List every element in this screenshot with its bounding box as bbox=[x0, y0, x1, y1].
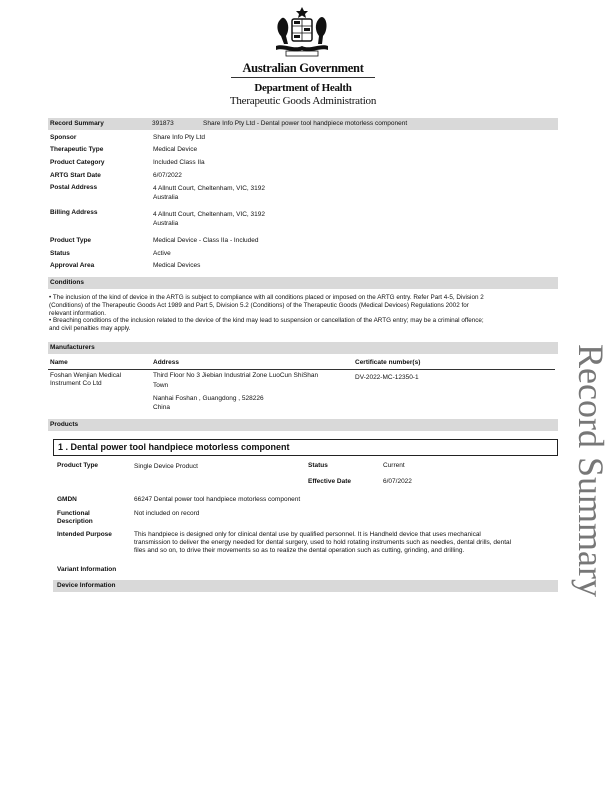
billing-address-line2: Australia bbox=[153, 220, 179, 227]
certificate-header: Certificate number(s) bbox=[355, 359, 421, 366]
sponsor-label: Sponsor bbox=[50, 134, 77, 141]
gmdn-value: 66247 Dental power tool handpiece motorless component bbox=[134, 496, 301, 503]
government-name: Australian Government bbox=[242, 61, 364, 75]
postal-address-line2: Australia bbox=[153, 194, 179, 201]
record-summary-label: Record Summary bbox=[50, 120, 104, 127]
condition-line: • The inclusion of the kind of device in the ARTG is subject to compliance with all conditions placed or imposed on the ARTG entry. Refer Part 4-5, Division 2 bbox=[49, 294, 484, 301]
certificate-number: DV-2022-MC-12350-1 bbox=[355, 374, 419, 381]
postal-address-label: Postal Address bbox=[50, 184, 98, 191]
conditions-text bbox=[49, 294, 559, 333]
artg-start-label: ARTG Start Date bbox=[50, 172, 101, 179]
functional-label-line1: Functional bbox=[57, 510, 90, 517]
product-type-value: Medical Device - Class IIa - Included bbox=[153, 237, 259, 244]
product-category-label: Product Category bbox=[50, 159, 105, 166]
intended-purpose-line1: This handpiece is designed only for clinical dental use by qualified personnel. It is Handheld device that uses mechanical bbox=[134, 531, 481, 538]
manufacturer-address-header: Address bbox=[153, 359, 180, 366]
gmdn-label: GMDN bbox=[57, 496, 77, 503]
condition-line: (Conditions) of the Therapeutic Goods Act 1989 and Part 5, Division 5.2 (Conditions) of the Therapeutic Goods (Medical Devices) Regulations 2002 for bbox=[49, 301, 469, 309]
artg-start-value: 6/07/2022 bbox=[153, 172, 182, 179]
record-summary-watermark: Record Summary bbox=[571, 344, 611, 597]
condition-line: and civil penalties may apply. bbox=[49, 325, 131, 333]
status-label: Status bbox=[50, 250, 70, 257]
product-type-label: Product Type bbox=[50, 237, 92, 244]
manufacturer-address-line4: China bbox=[153, 404, 170, 411]
condition-line: relevant information. bbox=[49, 309, 107, 317]
product-type-label: Product Type bbox=[57, 462, 99, 469]
header-divider bbox=[231, 77, 375, 78]
record-id: 391873 bbox=[152, 120, 174, 127]
functional-value: Not included on record bbox=[134, 510, 200, 517]
status-value: Active bbox=[153, 250, 171, 257]
coat-of-arms-icon bbox=[272, 6, 332, 60]
intended-purpose-line2: transmission to deliver the energy needed for dental surgery, used to hold rotating instruments such as needles, dental drills, dental bbox=[134, 539, 512, 546]
products-heading: Products bbox=[48, 419, 558, 431]
conditions-heading: Conditions bbox=[48, 277, 558, 289]
billing-address-line1: 4 Allnutt Court, Cheltenham, VIC, 3192 bbox=[153, 211, 266, 218]
manufacturers-header-rule bbox=[48, 369, 555, 370]
record-title: Share Info Pty Ltd - Dental power tool handpiece motorless component bbox=[203, 120, 408, 127]
product-category-value: Included Class IIa bbox=[153, 159, 205, 166]
manufacturer-address-line1: Third Floor No 3 Jiebian Industrial Zone LuoCun ShiShan bbox=[153, 372, 319, 379]
product-status-value: Current bbox=[383, 462, 405, 469]
approval-area-value: Medical Devices bbox=[153, 262, 201, 269]
record-summary-bar bbox=[48, 118, 558, 130]
intended-purpose-label: Intended Purpose bbox=[57, 531, 112, 538]
device-information-heading: Device Information bbox=[53, 580, 558, 592]
product-type-value: Single Device Product bbox=[134, 463, 198, 470]
manufacturer-address-line3: Nanhai Foshan , Guangdong , 528226 bbox=[153, 395, 264, 402]
effective-date-label: Effective Date bbox=[308, 478, 351, 485]
manufacturer-name-line2: Instrument Co Ltd bbox=[50, 380, 102, 387]
manufacturers-heading: Manufacturers bbox=[48, 342, 558, 354]
department-name: Department of Health bbox=[254, 82, 352, 94]
therapeutic-type-value: Medical Device bbox=[153, 146, 198, 153]
sponsor-value: Share Info Pty Ltd bbox=[153, 134, 206, 141]
billing-address-label: Billing Address bbox=[50, 209, 98, 216]
postal-address-line1: 4 Allnutt Court, Cheltenham, VIC, 3192 bbox=[153, 185, 266, 192]
intended-purpose-line3: files and so on, to drive their movements so as to realize the dental operation such as cutting, grinding, and drilling. bbox=[134, 547, 465, 554]
manufacturer-address-line2: Town bbox=[153, 382, 169, 389]
product-status-label: Status bbox=[308, 462, 328, 469]
agency-name: Therapeutic Goods Administration bbox=[229, 95, 377, 107]
approval-area-label: Approval Area bbox=[50, 262, 95, 269]
product-title: 1 . Dental power tool handpiece motorless component bbox=[53, 439, 558, 456]
condition-line: • Breaching conditions of the inclusion related to the device of the kind may lead to suspension or cancellation of the ARTG entry; may be a criminal offence; bbox=[49, 317, 484, 325]
variant-information-label: Variant Information bbox=[57, 566, 117, 573]
effective-date-value: 6/07/2022 bbox=[383, 478, 412, 485]
therapeutic-type-label: Therapeutic Type bbox=[50, 146, 104, 153]
manufacturer-name-line1: Foshan Wenjian Medical bbox=[50, 372, 122, 379]
functional-label-line2: Description bbox=[57, 518, 93, 525]
manufacturer-name-header: Name bbox=[50, 359, 68, 366]
